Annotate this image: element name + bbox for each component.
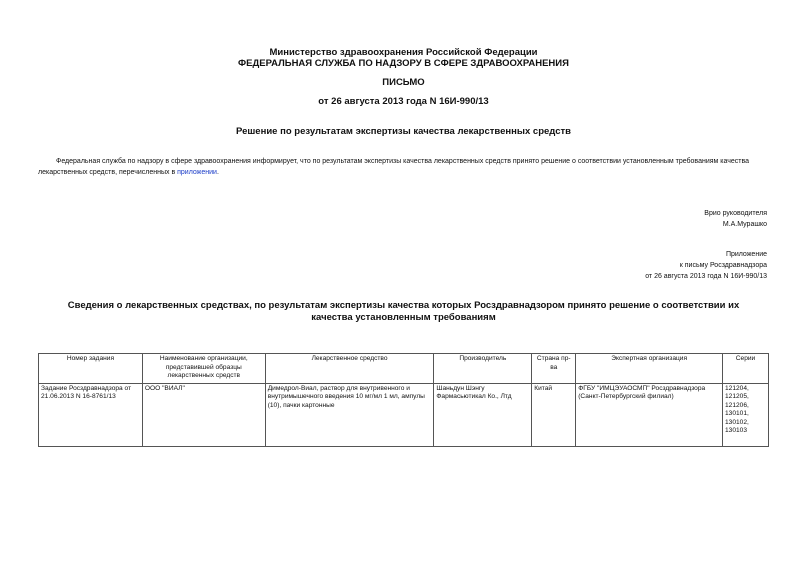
drugs-table [38, 353, 769, 447]
cell-manufacturer: Шаньдун Шэнгу Фармасьютикал Ко., Лтд [434, 383, 532, 446]
column-header-series: Серии [723, 354, 769, 384]
cell-task: Задание Росздравнадзора от 21.06.2013 N 16-8761/13 [39, 383, 143, 446]
appendix-header [645, 249, 767, 282]
column-header-expert-org: Экспертная организация [576, 354, 723, 384]
series-item: 130101, [725, 410, 749, 417]
column-header-organization: Наименование организации, представившей образцы лекарственных средств [142, 354, 265, 384]
appendix-link[interactable]: приложении [177, 169, 217, 176]
cell-organization: ООО "ВИАЛ" [142, 383, 265, 446]
series-item: 130103 [725, 427, 748, 434]
column-header-task: Номер задания [39, 354, 143, 384]
body-paragraph [38, 156, 770, 178]
appendix-date: от 26 августа 2013 года N 16И-990/13 [645, 273, 767, 280]
signature-name: М.А.Мурашко [722, 221, 767, 228]
cell-series [723, 383, 769, 446]
series-item: 121206, [725, 401, 749, 409]
series-item: 121205, [725, 393, 749, 400]
table-header-row [39, 354, 769, 384]
service-name: ФЕДЕРАЛЬНАЯ СЛУЖБА ПО НАДЗОРУ В СФЕРЕ ЗДРАВООХРАНЕНИЯ [238, 58, 569, 69]
series-item: 130102, [725, 418, 749, 426]
column-header-drug: Лекарственное средство [265, 354, 434, 384]
body-text-end: . [216, 169, 219, 176]
document-subject: Решение по результатам экспертизы качества лекарственных средств [236, 126, 571, 137]
signature-block [704, 208, 767, 230]
cell-expert-org: ФГБУ "ИМЦЭУАОСМП" Росздравнадзора (Санкт-Петербургский филиал) [576, 383, 723, 446]
table-title: Сведения о лекарственных средствах, по результатам экспертизы качества которых Росздравнадзором принято решение о соответствии их качества установленным требованиям [67, 300, 740, 323]
document-type: ПИСЬМО [382, 77, 425, 88]
table-row [39, 383, 769, 446]
appendix-reference: к письму Росздравнадзора [679, 262, 767, 269]
appendix-label: Приложение [725, 251, 767, 258]
document-date-number: от 26 августа 2013 года N 16И-990/13 [318, 96, 489, 107]
ministry-name: Министерство здравоохранения Российской Федерации [269, 47, 538, 58]
series-item: 121204, [725, 384, 749, 392]
column-header-country: Страна пр-ва [532, 354, 576, 384]
signature-position: Врио руководителя [704, 210, 767, 217]
cell-drug: Димедрол-Виал, раствор для внутривенного и внутримышечного введения 10 мг/мл 1 мл, ампулы (10), пачки картонные [265, 383, 434, 446]
body-text-start: Федеральная служба по надзору в сфере здравоохранения информирует, что по результатам экспертизы качества лекарственных средств принято решение о соответствии установленным требованиям качества лекарственных средств, перечисленных в [38, 158, 750, 176]
column-header-manufacturer: Производитель [434, 354, 532, 384]
cell-country: Китай [532, 383, 576, 446]
